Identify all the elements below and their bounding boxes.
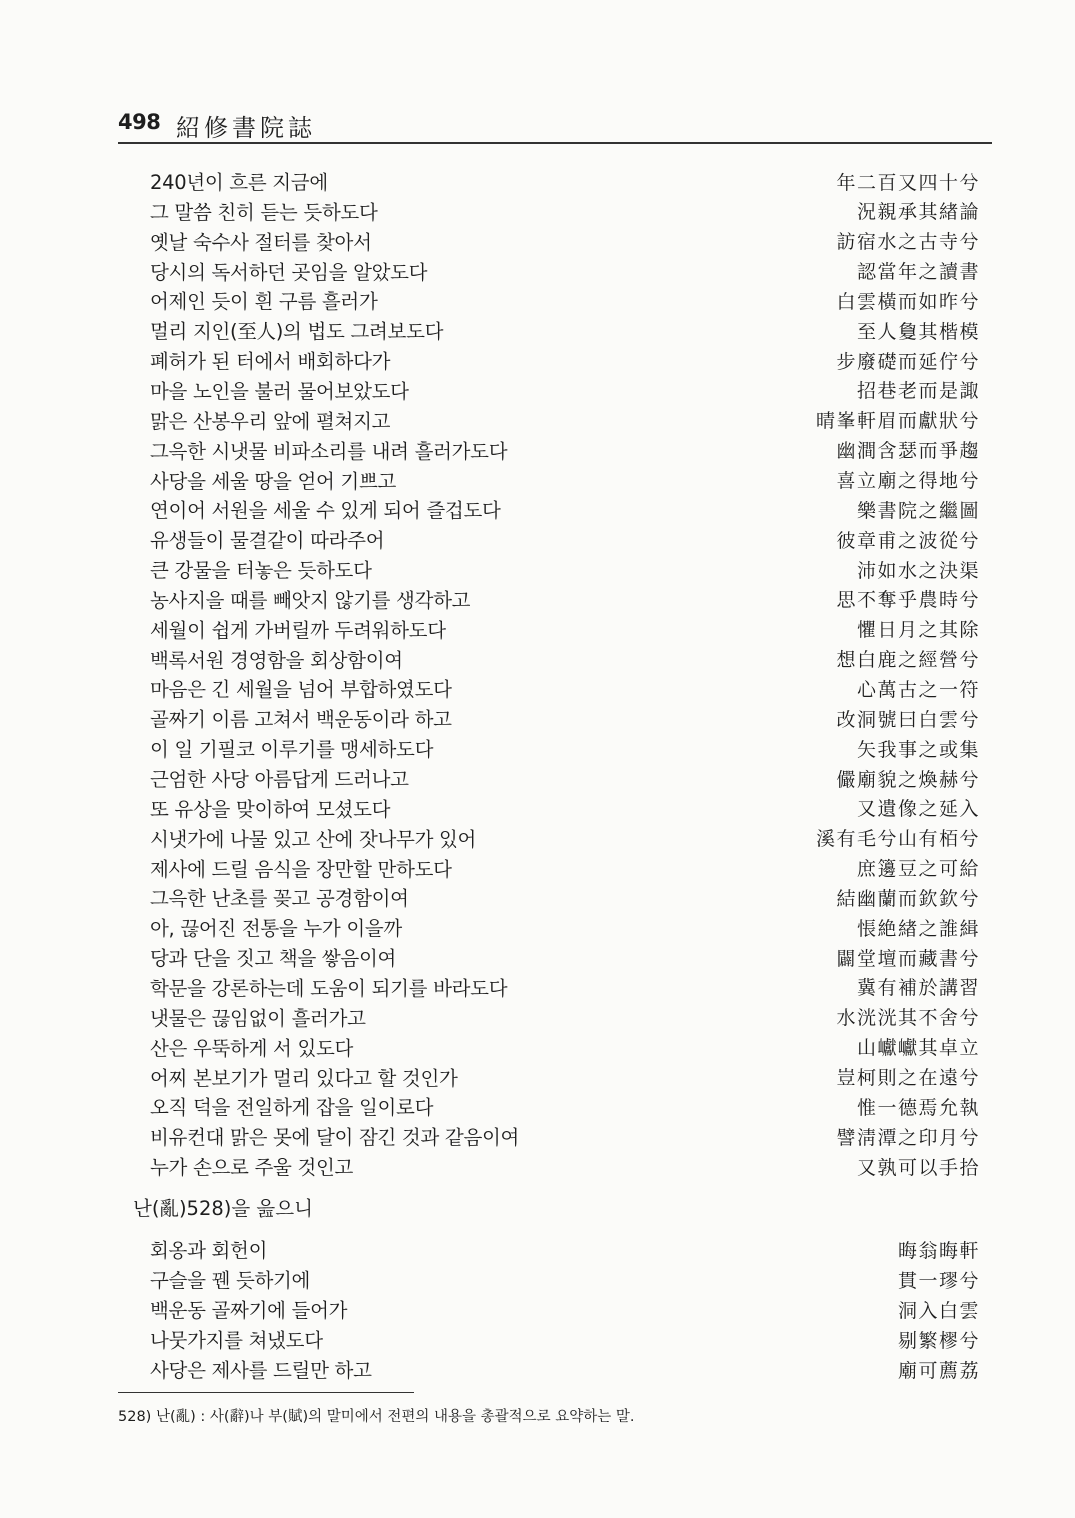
verse-line [150,1234,980,1264]
verse-line [150,1354,980,1384]
korean-text: 제사에 드릴 음식을 장만할 만하도다 [150,857,452,881]
hanja-text: 彼章甫之波從兮 [836,529,980,552]
verse-line [150,644,980,674]
korean-text: 마을 노인을 불러 물어보았도다 [150,379,409,403]
korean-text: 마음은 긴 세월을 넘어 부합하였도다 [150,678,452,702]
korean-text: 골짜기 이름 고쳐서 백운동이라 하고 [150,708,452,732]
verse-line [150,972,980,1002]
hanja-text: 水洸洸其不舍兮 [836,1007,980,1030]
verse-line [150,1002,980,1032]
korean-text: 누가 손으로 주울 것인고 [150,1156,354,1180]
korean-text: 농사지을 때를 빼앗지 않기를 생각하고 [150,588,471,612]
hanja-text: 冀有補於講習 [856,977,980,1000]
korean-text: 학문을 강론하는데 도움이 되기를 바라도다 [150,976,508,1000]
hanja-text: 訪宿水之古寺兮 [836,231,980,254]
verse-line [150,1264,980,1294]
hanja-text: 豈柯則之在遠兮 [836,1067,980,1089]
korean-text: 사당은 제사를 드릴만 하고 [150,1359,372,1382]
verse-line [150,673,980,703]
hanja-text: 招巷老而是諏 [856,380,980,403]
korean-text: 그 말씀 친히 듣는 듯하도다 [150,200,378,224]
hanja-text: 改洞號曰白雲兮 [836,708,980,731]
verse-line [150,942,980,972]
hanja-text: 認當年之讀書 [856,261,980,284]
book-title: 紹修書院誌 [176,114,316,142]
hanja-text: 樂書院之繼圖 [856,499,980,522]
verse-line [150,524,980,554]
hanja-text: 洞入白雲 [897,1299,980,1322]
korean-text: 당시의 독서하던 곳임을 알았도다 [150,260,428,284]
verse-line [150,435,980,465]
korean-text: 세월이 쉽게 가버릴까 두려워하도다 [150,618,446,642]
korean-text: 당과 단을 짓고 책을 쌓음이여 [150,947,397,971]
verse-line [150,166,980,196]
korean-text: 유생들이 물결같이 따라주어 [150,529,385,553]
korean-text: 어제인 듯이 흰 구름 흘러가 [150,290,378,314]
hanja-text: 悵絶緖之誰緝 [856,917,980,940]
footnote: 528) 난(亂) : 사(辭)나 부(賦)의 말미에서 전편의 내용을 총괄적으로 요약하는 말. [118,1409,635,1425]
hanja-text: 思不奪乎農時兮 [836,589,980,612]
korean-text: 백록서원 경영함을 회상함이여 [150,648,403,672]
page-number: 498 [118,110,161,134]
verse-line [150,405,980,435]
verse-line [150,614,980,644]
verse-line [150,256,980,286]
korean-text: 240년이 흐른 지금에 [150,171,328,194]
hanja-text: 山巘巘其卓立 [856,1037,980,1060]
verse-line [150,763,980,793]
korean-text: 맑은 산봉우리 앞에 펼쳐지고 [150,409,391,433]
verse-line [150,823,980,853]
hanja-text: 惟一德焉允執 [856,1096,980,1119]
hanja-text: 幽澗含瑟而爭趨 [836,440,980,463]
verse-line [150,1324,980,1354]
verse-line [150,196,980,226]
verse-line [150,733,980,763]
verse-line [150,912,980,942]
section-heading: 난(亂)528)을 읊으니 [133,1197,313,1220]
hanja-text: 晦翁晦軒 [897,1239,980,1262]
korean-text: 그윽한 난초를 꽂고 공경함이여 [150,887,409,911]
footnote-rule [118,1392,414,1393]
verse-line [150,853,980,883]
korean-text: 비유컨대 맑은 못에 달이 잠긴 것과 같음이여 [150,1126,520,1150]
verse-line [150,285,980,315]
hanja-text: 剔繁樛兮 [897,1329,980,1352]
verse-line [150,1062,980,1092]
hanja-text: 步廢礎而延佇兮 [836,350,980,373]
korean-text: 구슬을 꿴 듯하기에 [150,1269,311,1292]
hanja-text: 況親承其緖論 [856,201,980,224]
hanja-text: 貫一璆兮 [897,1269,980,1292]
hanja-text: 又孰可以手拾 [856,1156,980,1179]
verse-line [150,1121,980,1151]
korean-text: 이 일 기필코 이루기를 맹세하도다 [150,738,434,762]
hanja-text: 譬淸潭之印月兮 [836,1126,980,1149]
hanja-text: 沛如水之決渠 [856,559,980,582]
korean-text: 아, 끊어진 전통을 누가 이을까 [150,917,402,941]
korean-text: 나뭇가지를 쳐냈도다 [150,1329,323,1352]
verse-line [150,226,980,256]
verse-line [150,584,980,614]
korean-text: 연이어 서원을 세울 수 있게 되어 즐겁도다 [150,499,501,523]
korean-text: 오직 덕을 전일하게 잡을 일이로다 [150,1096,434,1120]
verse-line [150,465,980,495]
korean-text: 시냇가에 나물 있고 산에 잣나무가 있어 [150,827,477,851]
verse-line [150,315,980,345]
verse-line [150,494,980,524]
verse-line [150,1032,980,1062]
verse-line [150,554,980,584]
hanja-text: 庶籩豆之可給 [856,858,980,881]
korean-text: 그윽한 시냇물 비파소리를 내려 흘러가도다 [150,439,508,463]
hanja-text: 想白鹿之經營兮 [836,649,980,672]
korean-text: 폐허가 된 터에서 배회하다가 [150,350,391,374]
hanja-text: 年二百又四十兮 [836,171,980,194]
verse-line [150,1294,980,1324]
verse-line [150,882,980,912]
korean-text: 산은 우뚝하게 서 있도다 [150,1036,354,1060]
verse-line [150,793,980,823]
hanja-text: 溪有毛兮山有栢兮 [815,828,980,851]
page-header [118,108,990,142]
korean-text: 옛날 숙수사 절터를 찾아서 [150,230,372,254]
verse-line [150,345,980,375]
korean-text: 냇물은 끊임없이 흘러가고 [150,1006,366,1030]
hanja-text: 闢堂壇而藏書兮 [836,947,980,970]
korean-text: 사당을 세울 땅을 얻어 기쁘고 [150,469,397,493]
hanja-text: 又遺像之延入 [856,798,980,821]
korean-text: 큰 강물을 터놓은 듯하도다 [150,559,372,583]
korean-text: 근엄한 사당 아름답게 드러나고 [150,768,409,791]
hanja-text: 結幽蘭而欽欽兮 [836,887,980,910]
hanja-text: 晴峯軒眉而獻狀兮 [815,410,980,433]
hanja-text: 心萬古之一符 [856,678,980,701]
verse-line [150,1091,980,1121]
hanja-text: 白雲橫而如昨兮 [836,290,980,313]
korean-text: 멀리 지인(至人)의 법도 그려보도다 [150,320,444,344]
hanja-text: 儼廟貌之煥赫兮 [836,768,980,791]
korean-text: 또 유상을 맞이하여 모셨도다 [150,797,391,821]
verse-line [150,1151,980,1181]
verse-line [150,375,980,405]
hanja-text: 至人敻其楷模 [856,320,980,343]
verse-line [150,703,980,733]
korean-text: 어찌 본보기가 멀리 있다고 할 것인가 [150,1066,458,1090]
korean-text: 회옹과 회헌이 [150,1239,268,1262]
header-rule [118,142,992,144]
hanja-text: 廟可薦荔 [897,1359,980,1382]
hanja-text: 懼日月之其除 [856,619,980,642]
hanja-text: 喜立廟之得地兮 [836,470,980,492]
hanja-text: 矢我事之或集 [856,738,980,761]
korean-text: 백운동 골짜기에 들어가 [150,1299,348,1322]
